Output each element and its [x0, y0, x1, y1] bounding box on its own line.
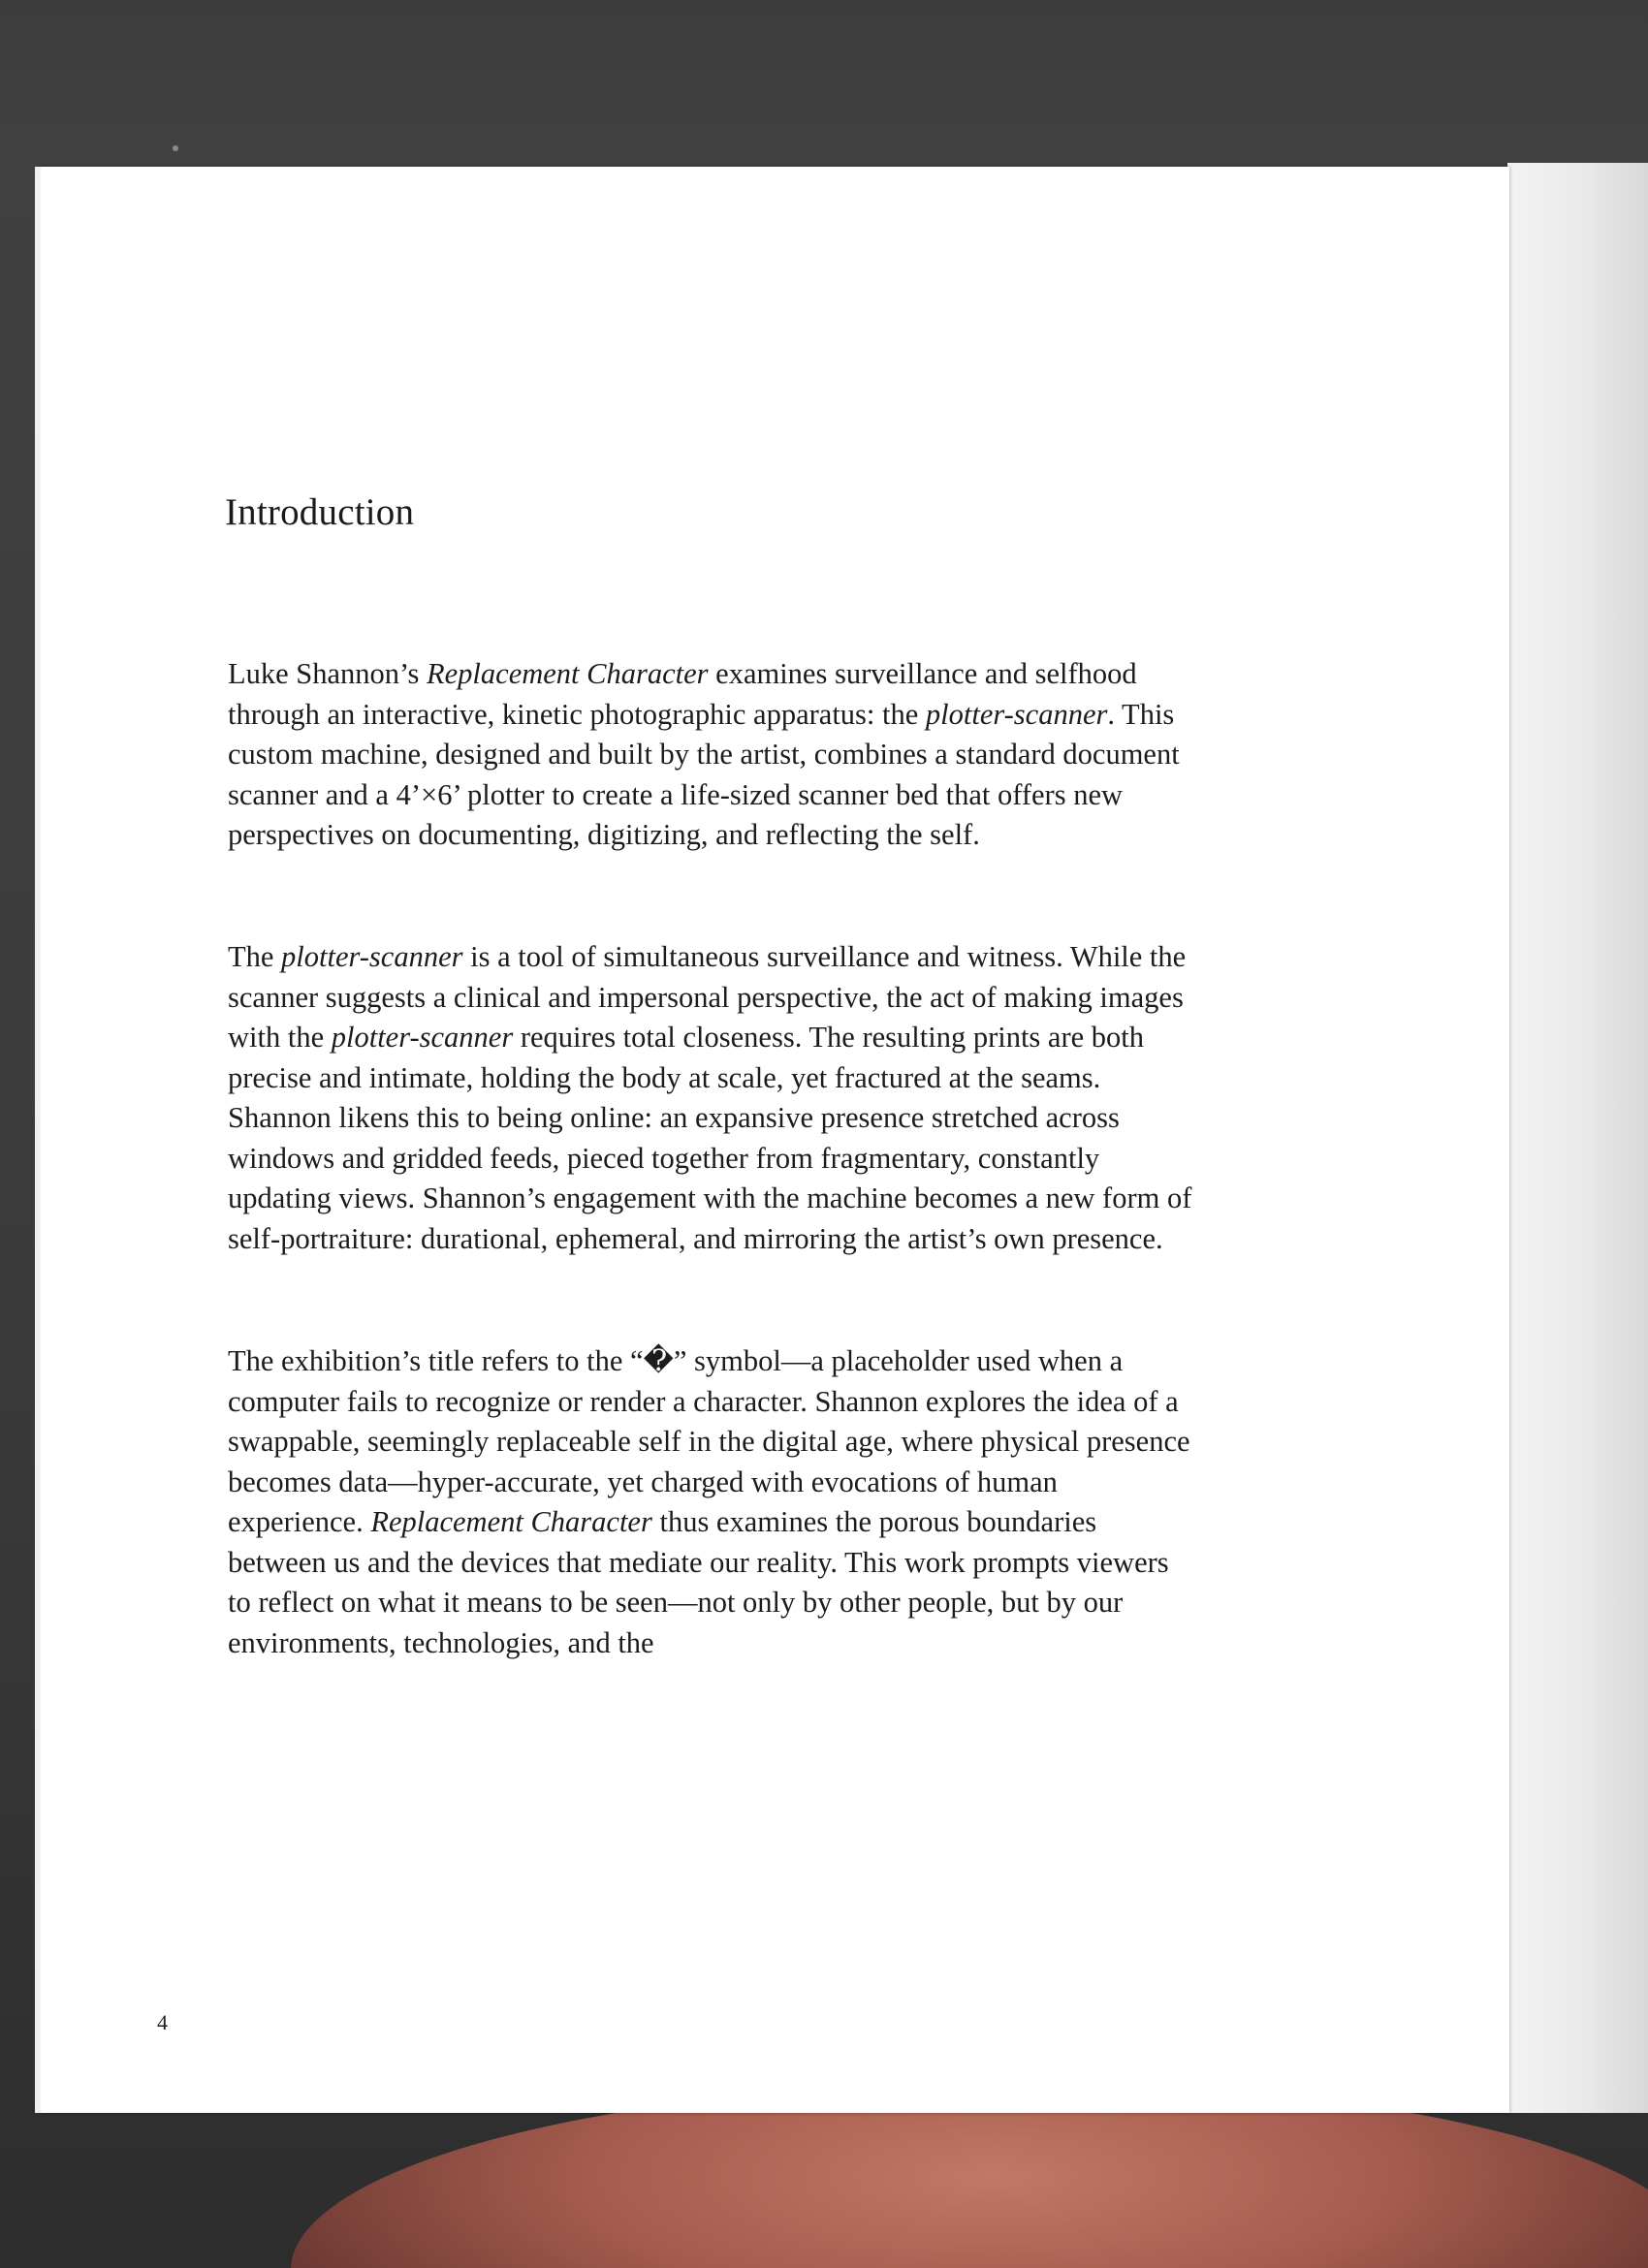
paragraph-1: [228, 654, 1197, 856]
italic-title: Replacement Character: [370, 1505, 652, 1538]
dust-speck: [173, 145, 178, 151]
text-span: The exhibition’s title refers to the “�” symbol—a placeholder used when a computer fails to recognize or render a character. Shannon explores the idea of a swappable, seemingly replaceable self in the digital age, where physical presence becomes data—hyper-accurate, yet charged with evocations of human experience.: [228, 1344, 1190, 1538]
italic-title: Replacement Character: [427, 657, 709, 690]
text-span: examines surveillance and selfhood through an interactive, kinetic photographic apparatus: the: [228, 657, 1137, 731]
paragraph-3: [228, 1341, 1197, 1663]
book-page: [41, 167, 1509, 2113]
text-span: The: [228, 940, 282, 973]
page-title: Introduction: [225, 491, 415, 533]
text-span: Luke Shannon’s: [228, 657, 428, 690]
facing-page-edge: [1507, 163, 1648, 2113]
italic-term: plotter-scanner: [925, 697, 1108, 731]
text-span: requires total closeness. The resulting prints are both precise and intimate, holding the body at scale, yet fractured at the seams. Shannon likens this to being online: an expansive presence stretched across windows and gridded feeds, pieced together from fragmentary, constantly updating views. Shannon’s engagement with the machine becomes a new form of self-portraiture: durational, ephemeral, and mirroring the artist’s own presence.: [228, 1021, 1192, 1255]
text-span: is a tool of simultaneous surveillance and witness. While the scanner suggests a clinical and impersonal perspective, the act of making images with the: [228, 940, 1187, 1054]
paragraph-2: [228, 937, 1197, 1259]
text-span: thus examines the porous boundaries between us and the devices that mediate our reality. This work prompts viewers to reflect on what it means to be seen—not only by other people, but by our environments, technologies, and the: [228, 1505, 1169, 1659]
text-span: . This custom machine, designed and built by the artist, combines a standard document scanner and a 4’×6’ plotter to create a life-sized scanner bed that offers new perspectives on documenting, digitizing, and reflecting the self.: [228, 697, 1180, 851]
italic-term: plotter-scanner: [281, 940, 463, 973]
italic-term: plotter-scanner: [331, 1021, 514, 1054]
page-content: [41, 167, 1509, 2113]
page-number: 4: [157, 2010, 168, 2034]
